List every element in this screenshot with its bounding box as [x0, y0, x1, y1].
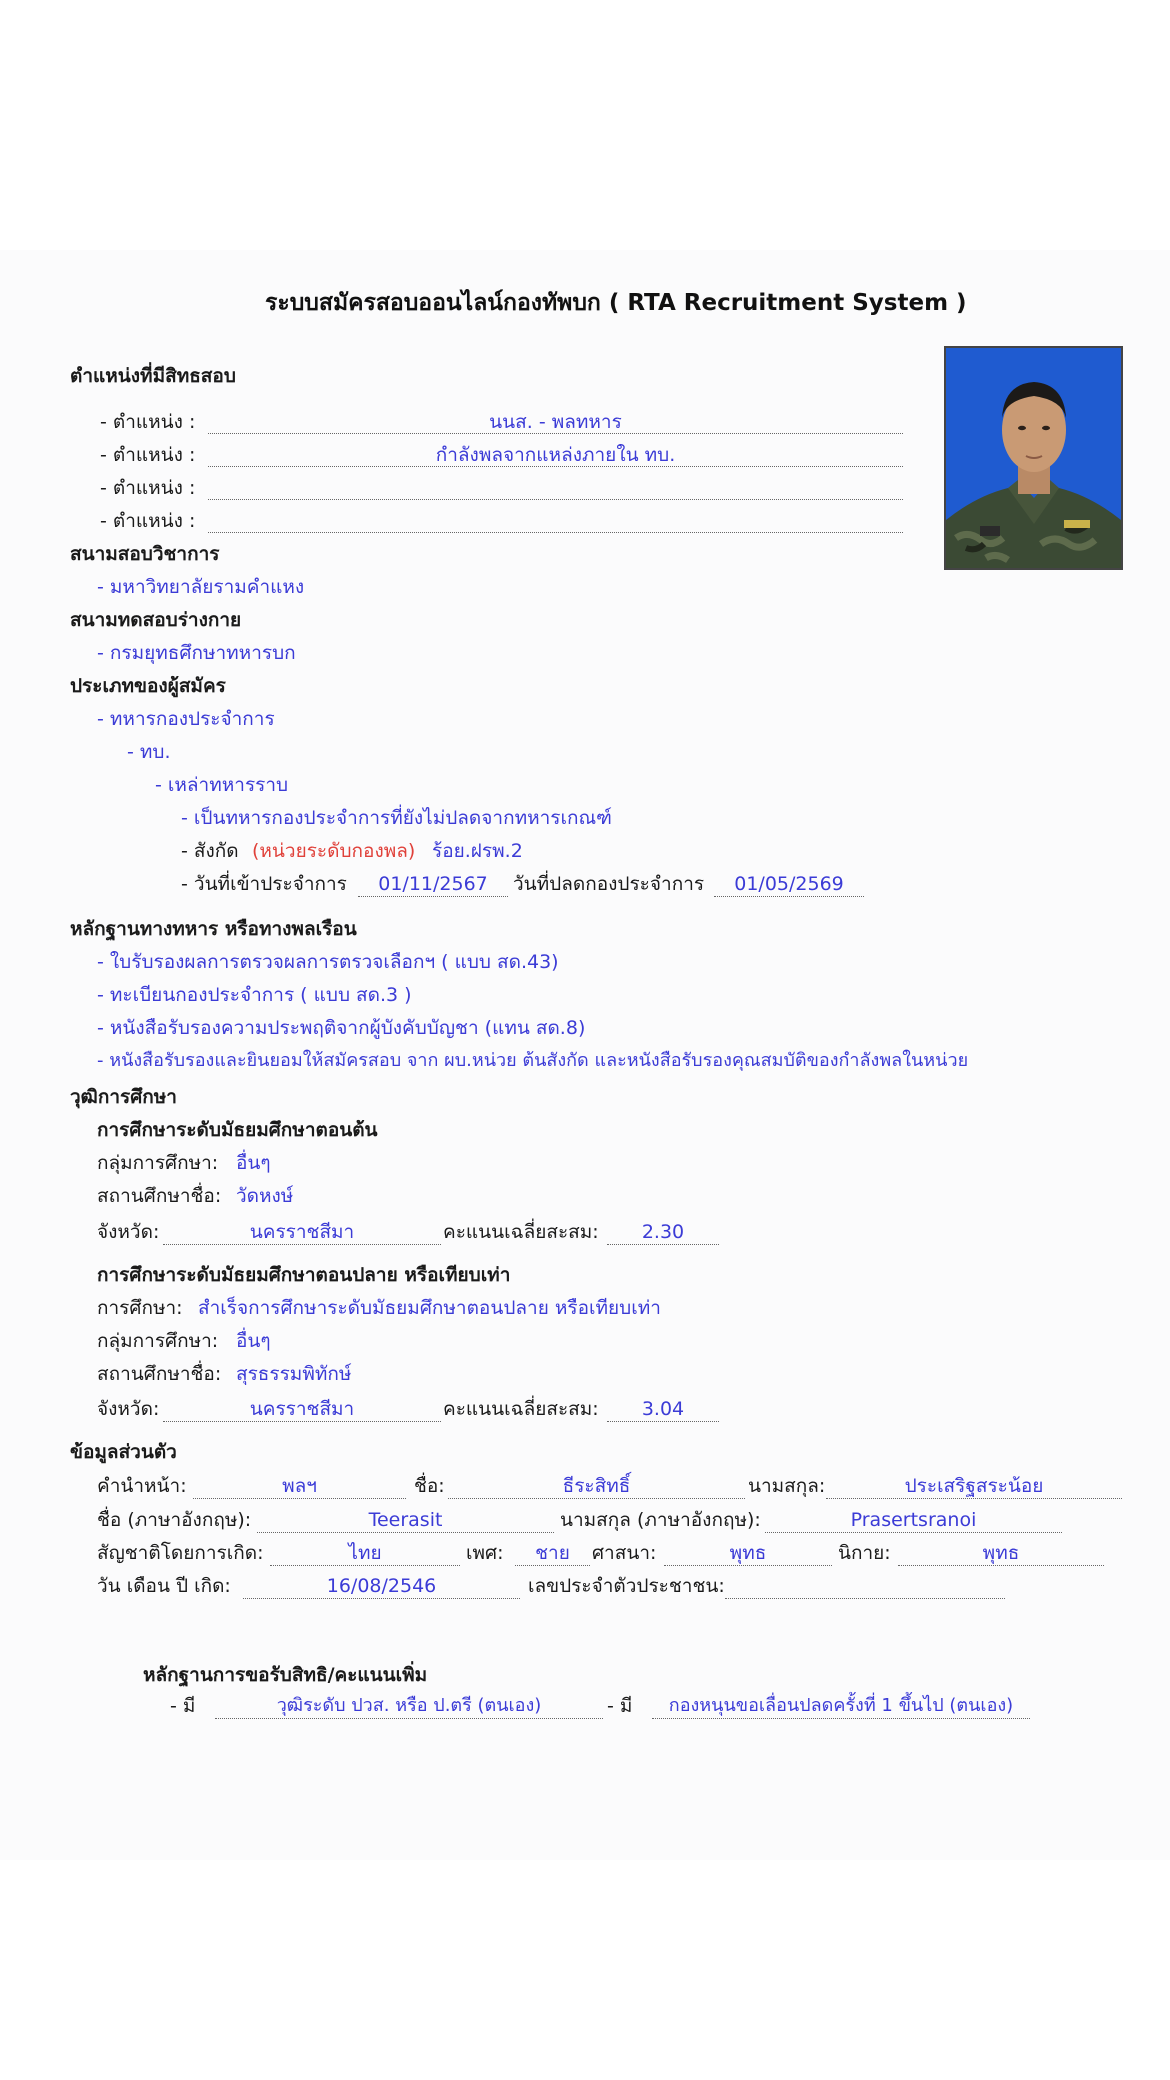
personal-heading: ข้อมูลส่วนตัว [70, 1441, 177, 1463]
lower-gpa-label: คะแนนเฉลี่ยสะสม: [443, 1221, 599, 1243]
dob-value: 16/08/2546 [326, 1575, 437, 1597]
lower-school-label: สถานศึกษาชื่อ: [97, 1185, 222, 1207]
dotted-line [208, 532, 903, 533]
name-en-label: ชื่อ (ภาษาอังกฤษ): [97, 1509, 252, 1531]
privilege-label-1: - มี [170, 1695, 196, 1717]
dotted-line [898, 1565, 1104, 1566]
surname-label: นามสกุล: [748, 1475, 826, 1497]
enlist-label: - วันที่เข้าประจำการ [181, 873, 347, 895]
position-label-4: - ตำแหน่ง : [100, 510, 196, 532]
exam-site-heading: สนามสอบวิชาการ [70, 543, 220, 565]
lower-school-value: วัดหงษ์ [236, 1185, 294, 1207]
fitness-site-value: - กรมยุทธศึกษาทหารบก [97, 642, 296, 664]
first-name-label: ชื่อ: [414, 1475, 445, 1497]
dotted-line [652, 1718, 1030, 1719]
position-value-1: นนส. - พลทหาร [489, 411, 622, 433]
dotted-line [270, 1565, 460, 1566]
dotted-line [607, 1244, 719, 1245]
upper-group-value: อื่นๆ [236, 1330, 271, 1352]
dotted-line [243, 1598, 520, 1599]
nationality-value: ไทย [348, 1542, 382, 1564]
position-label-3: - ตำแหน่ง : [100, 477, 196, 499]
dotted-line [765, 1532, 1062, 1533]
privilege-item-2: กองหนุนขอเลื่อนปลดครั้งที่ 1 ขึ้นไป (ตนเอง) [668, 1695, 1014, 1716]
upper-study-value: สำเร็จการศึกษาระดับมัธยมศึกษาตอนปลาย หรือเทียบเท่า [198, 1297, 661, 1319]
positions-heading: ตำแหน่งที่มีสิทธสอบ [70, 365, 236, 387]
lower-province-value: นครราชสีมา [249, 1221, 355, 1243]
dotted-line [826, 1498, 1122, 1499]
surname-en-label: นามสกุล (ภาษาอังกฤษ): [560, 1509, 761, 1531]
upper-school-value: สุรธรรมพิทักษ์ [236, 1363, 352, 1385]
upper-group-label: กลุ่มการศึกษา: [97, 1330, 219, 1352]
sex-value: ชาย [535, 1542, 570, 1564]
nationality-label: สัญชาติโดยการเกิด: [97, 1542, 264, 1564]
discharge-label: วันที่ปลดกองประจำการ [513, 873, 705, 895]
dotted-line [215, 1718, 603, 1719]
lower-gpa-value: 2.30 [641, 1221, 685, 1243]
upper-province-value: นครราชสีมา [249, 1398, 355, 1420]
lower-group-label: กลุ่มการศึกษา: [97, 1152, 219, 1174]
dotted-line [607, 1421, 719, 1422]
unit-level: (หน่วยระดับกองพล) [252, 840, 416, 862]
upper-gpa-value: 3.04 [641, 1398, 685, 1420]
prefix-value: พลฯ [282, 1475, 317, 1497]
dob-label: วัน เดือน ปี เกิด: [97, 1575, 231, 1597]
upper-study-label: การศึกษา: [97, 1297, 183, 1319]
unit-value: ร้อย.ฝรพ.2 [432, 840, 523, 862]
evidence-item: - หนังสือรับรองความประพฤติจากผู้บังคับบัญชา (แทน สด.8) [97, 1017, 586, 1039]
upper-province-label: จังหวัด: [97, 1398, 160, 1420]
position-label-1: - ตำแหน่ง : [100, 411, 196, 433]
first-name-value: ธีระสิทธิ์ [562, 1475, 631, 1497]
upper-school-label: สถานศึกษาชื่อ: [97, 1363, 222, 1385]
enlist-date: 01/11/2567 [378, 873, 488, 895]
applicant-type-detail: - เป็นทหารกองประจำการที่ยังไม่ปลดจากทหารเกณฑ์ [181, 807, 612, 829]
position-label-2: - ตำแหน่ง : [100, 444, 196, 466]
dotted-line [163, 1244, 441, 1245]
lower-secondary-heading: การศึกษาระดับมัธยมศึกษาตอนต้น [97, 1119, 378, 1141]
religion-label: ศาสนา: [592, 1542, 657, 1564]
applicant-photo [944, 346, 1123, 570]
dotted-line [193, 1498, 406, 1499]
lower-province-label: จังหวัด: [97, 1221, 160, 1243]
surname-en-value: Prasertsranoi [850, 1509, 977, 1531]
upper-gpa-label: คะแนนเฉลี่ยสะสม: [443, 1398, 599, 1420]
privilege-label-2: - มี [607, 1695, 633, 1717]
name-en-value: Teerasit [368, 1509, 443, 1531]
religion-value: พุทธ [729, 1542, 767, 1564]
applicant-type-heading: ประเภทของผู้สมัคร [70, 675, 226, 697]
applicant-type-level3: - เหล่าทหารราบ [155, 774, 289, 796]
fitness-site-heading: สนามทดสอบร่างกาย [70, 609, 242, 631]
dotted-line [257, 1532, 554, 1533]
upper-secondary-heading: การศึกษาระดับมัธยมศึกษาตอนปลาย หรือเทียบเท่า [97, 1264, 511, 1286]
sex-label: เพศ: [466, 1542, 504, 1564]
dotted-line [163, 1421, 441, 1422]
privilege-item-1: วุฒิระดับ ปวส. หรือ ป.ตรี (ตนเอง) [276, 1695, 542, 1716]
evidence-heading: หลักฐานทางทหาร หรือทางพลเรือน [70, 918, 357, 940]
sect-label: นิกาย: [838, 1542, 891, 1564]
position-value-2: กำลังพลจากแหล่งภายใน ทบ. [435, 444, 676, 466]
privileges-heading: หลักฐานการขอรับสิทธิ/คะแนนเพิ่ม [143, 1664, 428, 1686]
education-heading: วุฒิการศึกษา [70, 1086, 177, 1108]
dotted-line [448, 1498, 745, 1499]
dotted-line [725, 1598, 1005, 1599]
dotted-line [358, 896, 508, 897]
dotted-line [664, 1565, 832, 1566]
soldier-portrait-icon [946, 348, 1121, 568]
evidence-item: - ทะเบียนกองประจำการ ( แบบ สด.3 ) [97, 984, 412, 1006]
id-number-label: เลขประจำตัวประชาชน: [528, 1575, 725, 1597]
prefix-label: คำนำหน้า: [97, 1475, 187, 1497]
sect-value: พุทธ [982, 1542, 1020, 1564]
unit-label: - สังกัด [181, 840, 239, 862]
page-title: ระบบสมัครสอบออนไลน์กองทัพบก ( RTA Recruitment System ) [265, 290, 967, 316]
evidence-item: - ใบรับรองผลการตรวจผลการตรวจเลือกฯ ( แบบ สด.43) [97, 951, 559, 973]
dotted-line [515, 1565, 590, 1566]
dotted-line [208, 499, 903, 500]
dotted-line [714, 896, 864, 897]
applicant-type-level1: - ทหารกองประจำการ [97, 708, 275, 730]
discharge-date: 01/05/2569 [734, 873, 844, 895]
surname-value: ประเสริฐสระน้อย [904, 1475, 1044, 1497]
lower-group-value: อื่นๆ [236, 1152, 271, 1174]
evidence-item: - หนังสือรับรองและยินยอมให้สมัครสอบ จาก ผบ.หน่วย ต้นสังกัด และหนังสือรับรองคุณสมบัติของกำลังพลในหน่วย [97, 1050, 969, 1071]
exam-site-value: - มหาวิทยาลัยรามคำแหง [97, 576, 305, 598]
applicant-type-level2: - ทบ. [127, 741, 171, 763]
